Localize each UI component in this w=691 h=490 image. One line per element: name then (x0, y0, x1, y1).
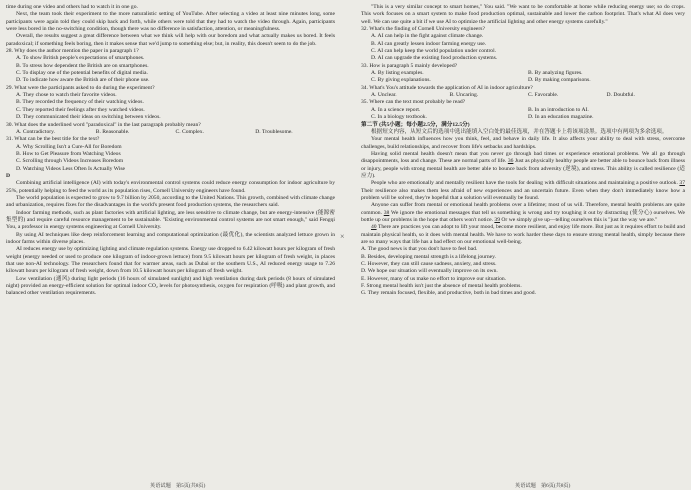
option: D. By making comparisons. (528, 77, 591, 84)
page-footer-left: 英语试题 第5页(共8页) (150, 483, 206, 489)
option: D. They communicated their ideas on switching between videos. (16, 114, 161, 121)
blank-39: 39 (494, 216, 500, 223)
option: B. How to Get Pleasure from Watching Videos (16, 150, 121, 157)
cloze-text: There are practices you can adopt to lift your mood, become more resilient, and enjoy life more. But just as it requires effort to build and maintain physical health, so it does with mental health. We have to work harder these days to ensure strong mental health, simply because there are so many ways that life has a bad effect on our emotional well-being. (361, 224, 685, 245)
blank-37: 37 (679, 180, 685, 187)
option: C. To display one of the potential benefits of digital media. (16, 70, 148, 77)
option: C. Favorable. (528, 92, 559, 99)
options-row (361, 77, 685, 84)
option: C. They reported their feelings after they watched videos. (16, 106, 145, 113)
option: A. Contradictory. (16, 128, 55, 135)
blank-40: 40 (371, 224, 377, 231)
cloze-option: G. They remain focused, flexible, and productive, both in bad times and good. (361, 290, 536, 297)
cloze-option: D. We hope our situation will eventually improve on its own. (361, 268, 498, 275)
blank-36: 36 (507, 158, 514, 165)
option: C. Scrolling through Videos Increases Boredom (16, 158, 124, 165)
question-32: 32. What's the finding of Cornell University engineers? (361, 26, 485, 33)
option: C. AI can help keep the world population under control. (371, 48, 497, 55)
option: B. Reasonable. (95, 128, 130, 135)
cloze-option: E. However, many of us make no effort to improve our situation. (361, 275, 507, 282)
cloze-text: Or we simply give up—telling ourselves this is "just the way we are." (501, 216, 658, 223)
option: D. Watching Videos Less Often Is Actually Wise (16, 165, 125, 172)
options-row (361, 114, 685, 121)
question-29: 29. What were the participants asked to do during the experiment? (6, 84, 155, 91)
option: C. By giving explanations. (371, 77, 431, 84)
cloze-paragraph: Your mental health influences how you think, feel, and behave in daily life. It also affects your ability to deal with stress, overcome challenges, build relationships, and recover from life's setbacks and hardships. (361, 136, 685, 150)
option: D. Troublesome. (255, 128, 293, 135)
option: A. By listing examples. (371, 70, 424, 77)
option: D. AI can upgrade the existing food production systems. (371, 55, 498, 62)
gutter-mark: × (340, 232, 345, 241)
left-page-column (6, 4, 335, 298)
option: C. In a biology textbook. (371, 114, 427, 121)
option: A. They chose to watch their favorite videos. (16, 92, 117, 99)
options-row (361, 70, 685, 77)
passage-d-paragraph: Combining artificial intelligence (AI) with today's environmental control systems could reduce energy consumption for indoor agriculture by 25%, potentially helping to feed the world as its population rises, Cornell University engineers have found. (6, 180, 335, 194)
section-2-title: 第二节 (共5小题；每小题2.5分，满分12.5分) (361, 121, 470, 128)
cloze-paragraph (361, 151, 685, 180)
cloze-paragraph (361, 224, 685, 246)
cloze-option: F. Strong mental health isn't just the absence of mental health problems. (361, 283, 522, 290)
passage-d-paragraph: By using AI techniques like deep reinforcement learning and computational optimization (最优化), the scientists analyzed lettuce grown in indoor farms within diverse places. (6, 231, 335, 245)
passage-c-paragraph: Overall, the results suggest a great difference between what we think will help with our boredom and what actually makes us bored. It feels paradoxical; if something feels boring, then it makes sense that we'd jump to something else; but, in reality, this doesn't seem to do the job. (6, 33, 335, 47)
right-page-column (361, 4, 685, 298)
question-28: 28. Why does the author mention the paper in paragraph 1? (6, 48, 139, 55)
option: A. Why Scrolling Isn't a Cure-All for Boredom (16, 143, 122, 150)
option: D. To indicate how aware the British are of their phone use. (16, 77, 150, 84)
option: C. Complex. (175, 128, 204, 135)
question-30: 30. What does the underlined word "paradoxical" in the last paragraph probably mean? (6, 121, 201, 128)
cloze-option: C. However, they can still cause sadness, anxiety, and stress. (361, 261, 497, 268)
section-2-instructions: 根据短文内容，从短文后的选项中选出能填入空白处的最佳选项，并在答题卡上将该项涂黑。选项中有两项为多余选项。 (371, 128, 668, 135)
passage-d-quote: "This is a very similar concept to smart homes," You said. "We want to be comfortable at home while reducing energy use; so do crops. This work focuses on a smart system to make food production optimal, sustainable and lower the carbon footprint. That's what AI does very well. We can use quite a bit if we use AI to optimize the artificial lighting and other energy systems carefully." (361, 4, 685, 25)
option: D. Doubtful. (606, 92, 635, 99)
cloze-option: A. The good news is that you don't have to feel bad. (361, 246, 478, 253)
cloze-text: Just as physically healthy people are better able to bounce back from illness or injury, people with strong mental health are better able to bounce back from adversity (逆境), and stress. This ability is called resilience (适应力). (361, 158, 686, 179)
option: D. In an education magazine. (528, 114, 594, 121)
cloze-text: Their resilience also makes them less afraid of new experiences and an uncertain future. Even when they don't immediately know how a problem will be solved, they're hopeful that a solution will eventually be found. (361, 187, 685, 201)
cloze-text: We ignore the emotional messages that tell us something is wrong and try toughing it out by distracting (使分心) ourselves. We bottle up our problems in the hope that others won't notice. (361, 209, 685, 223)
option: A. AI can help in the fight against climate change. (371, 33, 484, 40)
cloze-text: People who are emotionally and mentally resilient have the tools for dealing with difficult situations and maintaining a positive outlook. (371, 180, 678, 187)
option: B. To stress how dependent the British are on smartphones. (16, 62, 149, 69)
option: B. By analyzing figures. (528, 70, 583, 77)
passage-d-paragraph: AI reduces energy use by optimizing lighting and climate regulation systems. Energy use dropped to 6.42 kilowatt hours per kilogram of fresh weight (energy needed or used to produce one kilogram of indoor-grown lettuce) from 9.5 kilowatt hours per kilogram of fresh weight, in places that use non-AI technology. The researchers found that for warmer areas, such as Dubai or the southern U.S., AI reduced energy usage to 7.26 kilowatt hours per kilogram of fresh weight, down from 10.5 kilowatt hours per kilogram of fresh weight. (6, 246, 335, 275)
option: B. They recorded the frequency of their watching videos. (16, 99, 144, 106)
question-34: 34. What's You's attitude towards the application of AI in indoor agriculture? (361, 84, 533, 91)
question-35: 35. Where can the text most probably be read? (361, 99, 466, 106)
passage-d-paragraph: The world population is expected to grow to 9.7 billion by 2050, according to the United Nations. This growth, combined with climate change and urbanization, requires fixes for the disadvantages in the world's present food production systems, the researchers said. (6, 194, 335, 209)
option: B. In an introduction to AI. (528, 106, 589, 113)
option: B. Uncaring. (449, 92, 479, 99)
option: A. In a science report. (371, 106, 421, 113)
passage-c-end: time during one video and others had to watch it in one go. (6, 4, 138, 10)
passage-c-paragraph: Next, the team took their experiment to the more naturalistic setting of YouTube. After selecting a video at least nine minutes long, some participants were again told they could skip back and forth, while others were told that they had to watch the video through. Again, participants were less bored in the no-switching condition, though there was no difference in satisfaction, attention, or meaningfulness. (6, 11, 335, 33)
passage-d-paragraph: Low ventilation (通风) during light periods (16 hours of simulated sunlight) and high ventilation during dark periods (8 hours of simulated night) provided an energy-efficient solution for optimal indoor CO₂ levels for photosynthesis, oxygen for respiration (呼吸) and plant growth, and balanced other ventilation requirements. (6, 275, 335, 297)
passage-d-paragraph: Indoor farming methods, such as plant factories with artificial lighting, are less sensitive to climate change, but are energy-intensive (能源密集型的) and require careful resource management to be sustainable. "Existing environmental control systems are not smart enough," said Fengqi You, a professor in energy systems engineering at Cornell University. (6, 209, 335, 231)
cloze-text: Anyone can suffer from mental or emotional health problems over a lifetime; most of us will. Therefore, mental health problems are quite common. (361, 202, 685, 216)
passage-d-heading: D (6, 172, 11, 179)
cloze-paragraph (361, 180, 685, 202)
options-row (361, 92, 685, 99)
cloze-paragraph (361, 202, 685, 224)
options-row (361, 107, 685, 114)
question-31: 31. What can be the best title for the text? (6, 136, 100, 143)
option: A. Unclear. (371, 92, 397, 99)
option: B. AI can greatly lessen indoor farming energy use. (371, 40, 487, 47)
option: A. To show British people's expectations of smartphones. (16, 55, 145, 62)
page-footer-right: 英语试题 第6页(共8页) (515, 483, 571, 489)
cloze-text: Having solid mental health doesn't mean that you never go through bad times or experience emotional problems. We all go through disappointments, loss and change. These are normal parts of life. (361, 150, 685, 165)
cloze-option: B. Besides, developing mental strength is a lifelong journey. (361, 253, 496, 260)
blank-38: 38 (383, 209, 390, 216)
question-33: 33. How is paragraph 5 mainly developed? (361, 62, 458, 69)
